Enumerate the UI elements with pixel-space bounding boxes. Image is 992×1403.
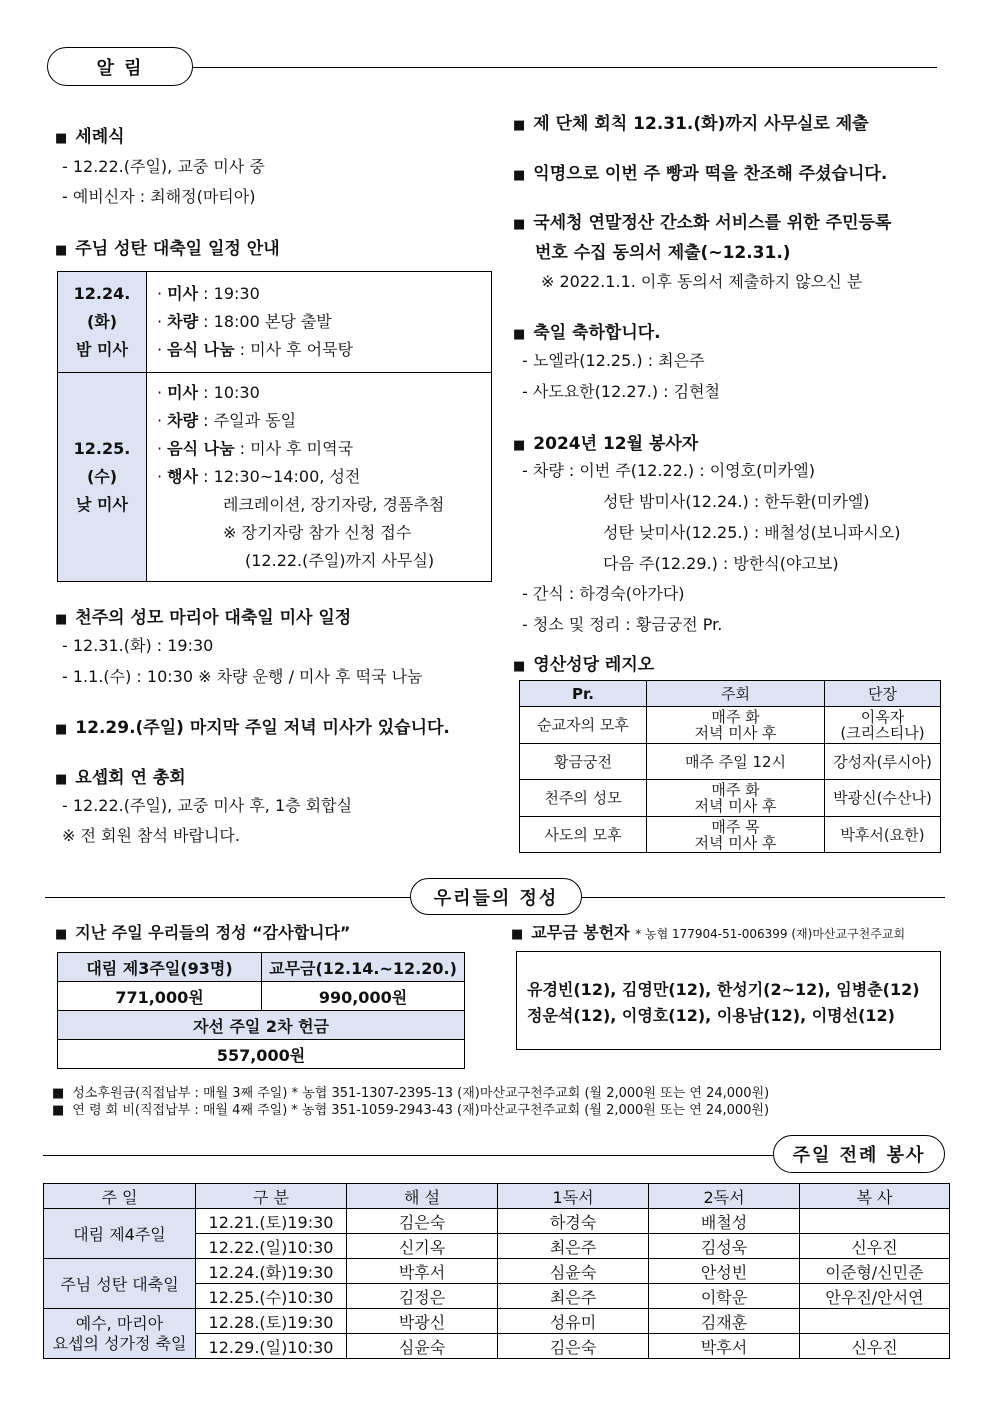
president-name: 이옥자 [860, 708, 905, 726]
square-bullet-icon: ■ [52, 1103, 65, 1118]
first-reader: 성유미 [498, 1309, 649, 1334]
president: 강성자(루시아) [825, 744, 941, 780]
heading-text: 주님 성탄 대축일 일정 안내 [75, 239, 280, 259]
mary-line: - 12.31.(화) : 19:30 [62, 636, 214, 655]
joseph-line: - 12.22.(주일), 교중 미사 후, 1층 회합실 [62, 796, 353, 815]
column-header: 주회 [647, 681, 825, 707]
detail-line: · 음식 나눔 : 미사 후 어묵탕 [157, 340, 354, 359]
heading-text: 지난 주일 우리들의 정성 “감사합니다” [75, 923, 351, 942]
second-reader: 박후서 [649, 1334, 800, 1359]
legio-table [519, 680, 941, 853]
praesidium-name: 사도의 모후 [520, 817, 647, 853]
weekday: (수) [86, 467, 118, 486]
praesidium-name: 천주의 성모 [520, 780, 647, 817]
meeting-time [647, 707, 825, 744]
christmas-heading [55, 234, 280, 259]
second-reader: 배철성 [649, 1209, 800, 1234]
table-row [44, 1209, 950, 1234]
commentator: 박광신 [347, 1309, 498, 1334]
detail-value: : 주일과 동일 [198, 411, 297, 430]
joseph-line: ※ 전 회원 참석 바랍니다. [62, 826, 240, 845]
column-header: 구 분 [196, 1184, 347, 1209]
notice-tax [513, 208, 891, 233]
table-header-row [44, 1184, 950, 1209]
heading-text: 2024년 12월 봉사자 [533, 434, 699, 454]
offering-heading [55, 920, 350, 943]
altar-server: 신우진 [800, 1334, 950, 1359]
detail-line: · 미사 : 19:30 [157, 284, 260, 303]
date: 12.25. [73, 439, 131, 458]
mass-time: 12.21.(토)19:30 [196, 1209, 347, 1234]
square-bullet-icon: ■ [55, 722, 68, 737]
server-line: 성탄 밤미사(12.24.) : 한두환(미카엘) [603, 492, 870, 511]
heading-text: 제 단체 회칙 12.31.(화)까지 사무실로 제출 [533, 114, 869, 134]
baptism-line: - 12.22.(주일), 교중 미사 중 [62, 157, 265, 176]
heading-text: 영산성당 레지오 [533, 655, 655, 675]
table-row [520, 817, 941, 853]
notice-anonymous-donation [513, 159, 887, 184]
altar-server [800, 1209, 950, 1234]
date: 12.24. [73, 284, 131, 303]
notice-tax-note: ※ 2022.1.1. 이후 동의서 제출하지 않으신 분 [541, 272, 863, 291]
detail-value: : 12:30~14:00, 성전 [198, 467, 361, 486]
mass-label: 밤 미사 [76, 340, 128, 359]
server-line: - 간식 : 하경숙(아가다) [522, 584, 685, 603]
meeting-line: 저녁 미사 후 [694, 797, 777, 815]
table-header-row [520, 681, 941, 707]
detail-line: · 차량 : 18:00 본당 출발 [157, 312, 332, 331]
praesidium-name: 황금궁전 [520, 744, 647, 780]
column-header: 대림 제3주일(93명) [58, 953, 262, 982]
funeral-society-note [52, 1099, 769, 1118]
mass-time: 12.24.(화)19:30 [196, 1259, 347, 1284]
notice-section-title: 알 림 [47, 47, 193, 86]
heading-text: 천주의 성모 마리아 대축일 미사 일정 [75, 608, 352, 628]
column-header: 단장 [825, 681, 941, 707]
legio-heading [513, 650, 654, 675]
baptism-heading [55, 122, 125, 147]
square-bullet-icon: ■ [513, 327, 526, 342]
sunday-label-line: 예수, 마리아 [75, 1313, 164, 1333]
joseph-heading [55, 763, 186, 788]
square-bullet-icon: ■ [513, 217, 526, 232]
eve-details-cell [147, 272, 492, 373]
column-header: 주 일 [44, 1184, 196, 1209]
mass-time: 12.29.(일)10:30 [196, 1334, 347, 1359]
detail-line: · 차량 : 주일과 동일 [157, 411, 297, 430]
mass-time: 12.25.(수)10:30 [196, 1284, 347, 1309]
first-reader: 하경숙 [498, 1209, 649, 1234]
altar-server: 이준형/신민준 [800, 1259, 950, 1284]
square-bullet-icon: ■ [513, 438, 526, 453]
president-baptismal-name: (크리스티나) [840, 724, 925, 742]
praesidium-name: 순교자의 모후 [520, 707, 647, 744]
sunday-label: 주님 성탄 대축일 [44, 1259, 196, 1309]
mary-heading [55, 603, 351, 628]
divider [193, 67, 937, 68]
heading-text: 국세청 연말정산 간소화 서비스를 위한 주민등록 [533, 213, 892, 233]
column-header: 복 사 [800, 1184, 950, 1209]
feast-line: - 사도요한(12.27.) : 김현철 [522, 382, 720, 401]
meeting-time [647, 780, 825, 817]
detail-key: 미사 [167, 383, 199, 402]
detail-value: : 미사 후 어묵탕 [234, 340, 354, 359]
offering-table [57, 952, 465, 1069]
detail-value: : 10:30 [198, 383, 260, 402]
column-header: 1독서 [498, 1184, 649, 1209]
altar-server: 안우진/안서연 [800, 1284, 950, 1309]
note-text: 연 령 회 비(직접납부 : 매월 4째 주일) * 농협 351-1059-2943-43 (재)마산교구천주교회 (월 2,000원 또는 연 24,000원) [72, 1103, 770, 1118]
commentator: 김정은 [347, 1284, 498, 1309]
square-bullet-icon: ■ [511, 927, 524, 942]
first-reader: 김은숙 [498, 1334, 649, 1359]
meeting-line: 저녁 미사 후 [694, 833, 777, 852]
detail-key: 음식 나눔 [167, 439, 235, 458]
president [825, 707, 941, 744]
offering-section-title: 우리들의 정성 [410, 878, 582, 915]
commentator: 신기옥 [347, 1234, 498, 1259]
square-bullet-icon: ■ [52, 1086, 65, 1101]
christmas-schedule-table [57, 271, 492, 582]
detail-line: 레크레이션, 장기자랑, 경품추첨 [223, 495, 445, 514]
square-bullet-icon: ■ [55, 131, 68, 146]
note-text: 성소후원금(직접납부 : 매월 3째 주일) * 농협 351-1307-2395-13 (재)마산교구천주교회 (월 2,000원 또는 연 24,000원) [72, 1086, 770, 1101]
day-label-cell [58, 373, 147, 582]
president: 박광신(수산나) [825, 780, 941, 817]
heading-text: 교무금 봉헌자 [531, 923, 630, 942]
table-row [520, 780, 941, 817]
commentator: 박후서 [347, 1259, 498, 1284]
detail-note: ※ 장기자랑 참가 신청 접수 [223, 523, 412, 542]
sunday-label-line: 요셉의 성가정 축일 [52, 1333, 187, 1353]
heading-text: 세례식 [75, 127, 125, 147]
donor-line: 유경빈(12), 김영만(12), 한성기(2~12), 임병춘(12) [527, 980, 920, 999]
eve-label-cell [58, 272, 147, 373]
column-header: 해 설 [347, 1184, 498, 1209]
donor-box [516, 951, 941, 1050]
heading-text: 요셉회 연 총회 [75, 768, 186, 788]
weekday: (화) [86, 312, 118, 331]
meeting-line: 매주 목 [711, 817, 760, 836]
detail-value: : 18:00 본당 출발 [198, 312, 332, 331]
square-bullet-icon: ■ [513, 659, 526, 674]
second-reader: 김재훈 [649, 1309, 800, 1334]
square-bullet-icon: ■ [55, 612, 68, 627]
server-line: - 청소 및 정리 : 황금궁전 Pr. [522, 615, 723, 634]
column-header: 자선 주일 2차 헌금 [58, 1011, 465, 1040]
meeting-line: 매주 화 [711, 708, 760, 726]
feast-heading [513, 318, 661, 343]
last-sunday-notice [55, 713, 450, 738]
first-reader: 심윤숙 [498, 1259, 649, 1284]
heading-text: 12.29.(주일) 마지막 주일 저녁 미사가 있습니다. [75, 718, 450, 738]
meeting-line: 매주 화 [711, 781, 760, 799]
second-reader: 안성빈 [649, 1259, 800, 1284]
donor-line: 정운석(12), 이영호(12), 이용남(12), 이명선(12) [527, 1006, 895, 1025]
detail-line: · 미사 : 10:30 [157, 383, 260, 402]
sunday-label [44, 1309, 196, 1359]
detail-key: 미사 [167, 284, 199, 303]
column-header: 교무금(12.14.~12.20.) [262, 953, 465, 982]
commentator: 김은숙 [347, 1209, 498, 1234]
table-row [44, 1309, 950, 1334]
detail-note: (12.22.(주일)까지 사무실) [245, 551, 435, 570]
column-header: 2독서 [649, 1184, 800, 1209]
square-bullet-icon: ■ [513, 118, 526, 133]
donor-account: * 농협 177904-51-006399 (재)마산교구천주교회 [635, 927, 906, 941]
second-reader: 김성욱 [649, 1234, 800, 1259]
server-line: - 차량 : 이번 주(12.22.) : 이영호(미카엘) [522, 461, 815, 480]
square-bullet-icon: ■ [55, 772, 68, 787]
meeting-time: 매주 주일 12시 [647, 744, 825, 780]
detail-key: 음식 나눔 [167, 340, 235, 359]
charity-offering-amount: 557,000원 [58, 1040, 465, 1069]
divider [43, 1155, 775, 1156]
heading-text: 익명으로 이번 주 빵과 떡을 찬조해 주셨습니다. [533, 164, 888, 184]
mary-line: - 1.1.(수) : 10:30 ※ 차량 운행 / 미사 후 떡국 나눔 [62, 667, 423, 686]
second-reader: 이학운 [649, 1284, 800, 1309]
table-row [44, 1259, 950, 1284]
meeting-time [647, 817, 825, 853]
server-line: 다음 주(12.29.) : 방한식(야고보) [603, 554, 839, 573]
detail-value: : 19:30 [198, 284, 260, 303]
day-details-cell [147, 373, 492, 582]
donor-heading [511, 920, 905, 943]
server-line: 성탄 낮미사(12.25.) : 배철성(보니파시오) [603, 523, 901, 542]
first-reader: 최은주 [498, 1234, 649, 1259]
square-bullet-icon: ■ [513, 168, 526, 183]
table-row [520, 744, 941, 780]
mass-label: 낮 미사 [76, 495, 128, 514]
table-row [520, 707, 941, 744]
altar-server: 신우진 [800, 1234, 950, 1259]
detail-line: · 행사 : 12:30~14:00, 성전 [157, 467, 361, 486]
sunday-label: 대림 제4주일 [44, 1209, 196, 1259]
square-bullet-icon: ■ [55, 927, 68, 942]
feast-line: - 노엘라(12.25.) : 최은주 [522, 351, 705, 370]
column-header: Pr. [520, 681, 647, 707]
baptism-line: - 예비신자 : 최해정(마티아) [62, 187, 256, 206]
president: 박후서(요한) [825, 817, 941, 853]
mass-time: 12.22.(일)10:30 [196, 1234, 347, 1259]
sunday-offering-amount: 771,000원 [58, 982, 262, 1011]
meeting-line: 저녁 미사 후 [694, 724, 777, 742]
detail-key: 행사 [167, 467, 199, 486]
altar-server [800, 1309, 950, 1334]
dues-amount: 990,000원 [262, 982, 465, 1011]
detail-line: · 음식 나눔 : 미사 후 미역국 [157, 439, 354, 458]
notice-bylaws [513, 109, 869, 134]
detail-key: 차량 [167, 411, 199, 430]
heading-text: 축일 축하합니다. [533, 323, 661, 343]
mass-time: 12.28.(토)19:30 [196, 1309, 347, 1334]
liturgy-table [43, 1183, 950, 1359]
square-bullet-icon: ■ [55, 243, 68, 258]
first-reader: 최은주 [498, 1284, 649, 1309]
liturgy-section-title: 주일 전례 봉사 [773, 1135, 945, 1173]
detail-value: : 미사 후 미역국 [234, 439, 354, 458]
detail-key: 차량 [167, 312, 199, 331]
notice-tax-line2: 번호 수집 동의서 제출(~12.31.) [535, 243, 791, 263]
commentator: 심윤숙 [347, 1334, 498, 1359]
servers-heading [513, 429, 698, 454]
